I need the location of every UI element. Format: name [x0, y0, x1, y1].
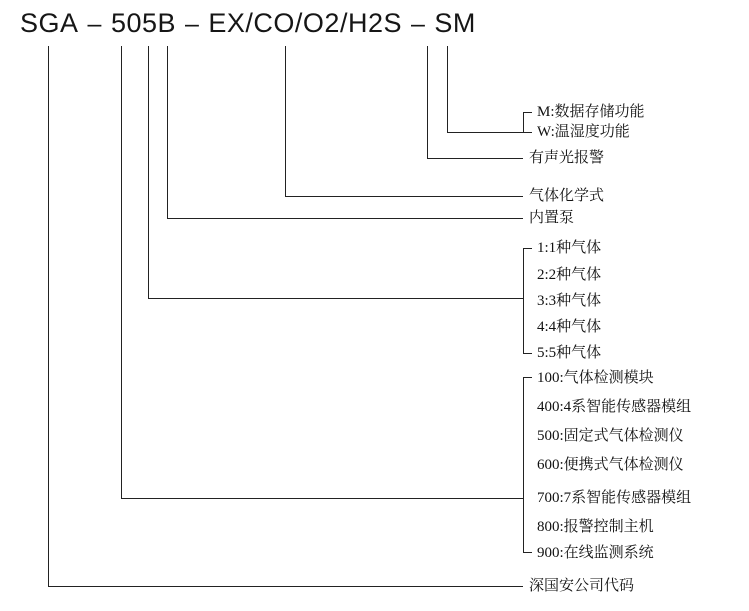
code-segment-sm: SM — [434, 8, 476, 38]
leader-line-gas-count — [148, 46, 149, 298]
leader-line-gas-type — [285, 46, 286, 196]
leader-line-sga — [48, 46, 49, 586]
leader-line-series — [121, 46, 122, 498]
model-code-title — [18, 8, 478, 39]
bracket-series-tick-0 — [523, 377, 532, 378]
code-segment-gases: EX/CO/O2/H2S — [208, 8, 402, 38]
bracket-suffix-tick-0 — [523, 112, 532, 113]
label-gas-type: 气体化学式 — [529, 188, 605, 204]
leader-line-sga-horizontal — [48, 586, 523, 587]
series-item-100: 100:气体检测模块 — [537, 370, 654, 386]
suffix-item-m: M:数据存储功能 — [537, 104, 645, 120]
label-pump: 内置泵 — [529, 210, 575, 226]
series-item-500: 500:固定式气体检测仪 — [537, 428, 684, 444]
bracket-suffix-spine — [523, 112, 524, 133]
code-dash-2: – — [185, 10, 200, 38]
series-item-800: 800:报警控制主机 — [537, 519, 654, 535]
label-company-code: 深国安公司代码 — [529, 578, 635, 594]
gas-count-item-2: 2:2种气体 — [537, 267, 602, 283]
bracket-suffix-tick-1 — [523, 132, 532, 133]
series-item-400: 400:4系智能传感器模组 — [537, 399, 692, 415]
label-alarm: 有声光报警 — [529, 150, 605, 166]
leader-line-series-horizontal — [121, 498, 523, 499]
gas-count-item-3: 3:3种气体 — [537, 293, 602, 309]
leader-line-gas-type-horizontal — [285, 196, 523, 197]
leader-line-pump — [167, 46, 168, 218]
bracket-gas-count-tick-4 — [523, 353, 532, 354]
bracket-series-tick-6 — [523, 552, 532, 553]
leader-line-pump-horizontal — [167, 218, 523, 219]
bracket-series-spine — [523, 377, 524, 552]
leader-line-gas-count-horizontal — [148, 298, 523, 299]
series-item-900: 900:在线监测系统 — [537, 545, 654, 561]
gas-count-item-4: 4:4种气体 — [537, 319, 602, 335]
code-dash-1: – — [87, 10, 102, 38]
leader-line-suffix — [447, 46, 448, 132]
gas-count-item-1: 1:1种气体 — [537, 240, 602, 256]
bracket-gas-count-spine — [523, 248, 524, 353]
series-item-600: 600:便携式气体检测仪 — [537, 457, 684, 473]
gas-count-item-5: 5:5种气体 — [537, 345, 602, 361]
suffix-item-w: W:温湿度功能 — [537, 124, 630, 140]
leader-line-alarm-horizontal — [427, 158, 523, 159]
bracket-gas-count-tick-0 — [523, 248, 532, 249]
series-item-700: 700:7系智能传感器模组 — [537, 490, 692, 506]
code-segment-505b: 505B — [110, 8, 176, 38]
leader-line-alarm — [427, 46, 428, 158]
code-dash-3: – — [410, 10, 426, 38]
leader-line-suffix-horizontal — [447, 132, 523, 133]
code-segment-sga: SGA — [20, 8, 79, 38]
